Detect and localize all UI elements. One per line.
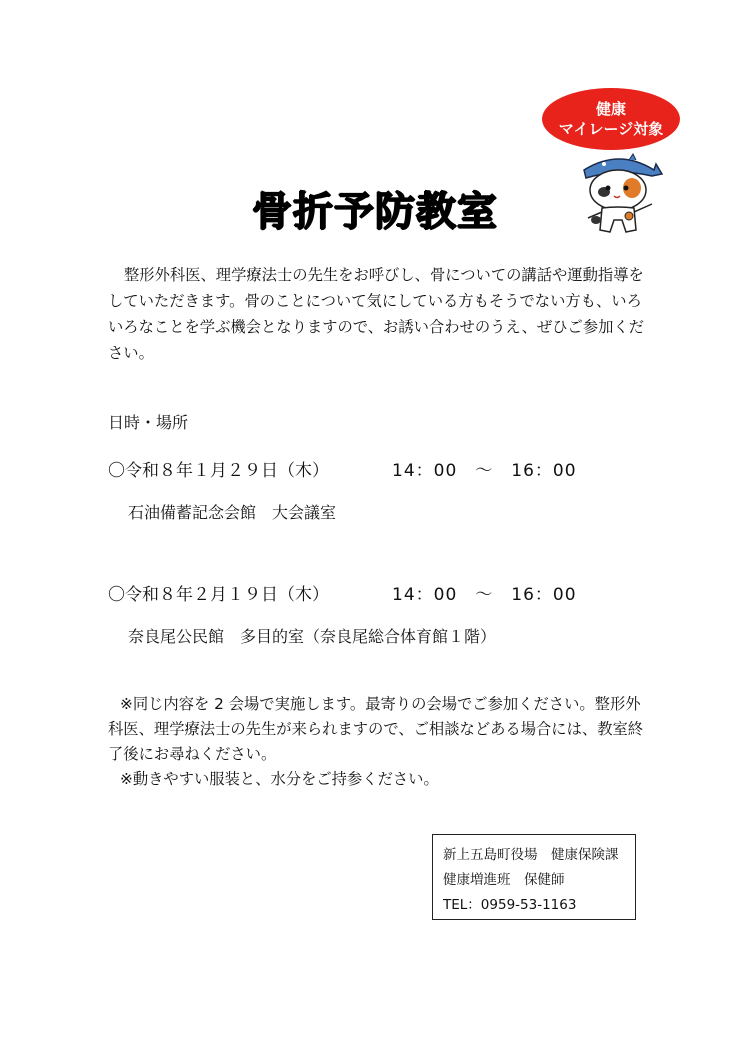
contact-office: 新上五島町役場 健康保険課: [443, 847, 619, 863]
note-clothing: ※動きやすい服装と、水分をご持参ください。: [120, 770, 439, 788]
intro-paragraph: 整形外科医、理学療法士の先生をお呼びし、骨についての講話や運動指導をしていただきます。骨のことについて気にしている方もそうでない方も、いろいろなことを学ぶ機会となりますので、お誘い合わせのうえ、ぜひご参加ください。: [108, 266, 645, 362]
schedule-heading: 日時・場所: [108, 413, 189, 432]
badge-line-1: 健康: [595, 100, 626, 118]
health-mileage-badge: [542, 88, 680, 150]
session-1-time: 14：00 ～ 16：00: [392, 461, 577, 481]
notes-section: [108, 692, 648, 792]
contact-team: 健康増進班 保健師: [443, 872, 565, 888]
session-2-time: 14：00 ～ 16：00: [392, 585, 577, 605]
session-1-date: 〇令和８年１月２９日（木）: [108, 461, 329, 481]
session-1-venue: 石油備蓄記念会館 大会議室: [128, 503, 337, 522]
badge-line-2: マイレージ対象: [558, 120, 664, 138]
contact-box: [432, 834, 636, 920]
page-title: 骨折予防教室: [252, 189, 498, 235]
cat-mascot-icon: [574, 148, 664, 243]
session-2-date: 〇令和８年２月１９日（木）: [108, 585, 329, 605]
contact-phone: TEL：0959-53-1163: [443, 897, 577, 913]
session-2-venue: 奈良尾公民館 多目的室（奈良尾総合体育館１階）: [128, 627, 497, 646]
note-venue-info: ※同じ内容を 2 会場で実施します。最寄りの会場でご参加ください。整形外科医、理学療法士の先生が来られますので、ご相談などある場合には、教室終了後にお尋ねください。: [108, 695, 644, 763]
